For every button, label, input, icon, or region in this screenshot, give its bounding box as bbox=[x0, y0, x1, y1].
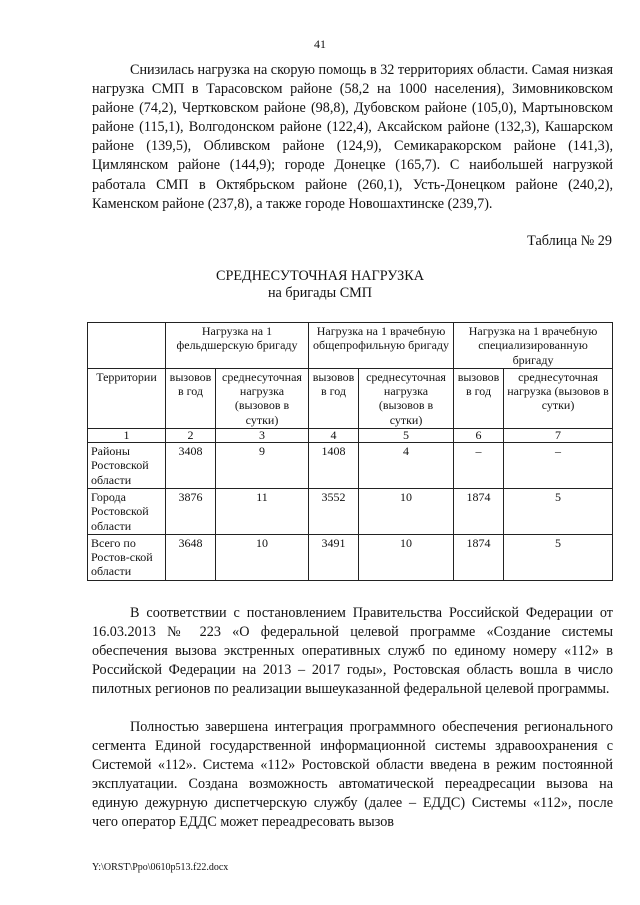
value-cell: 10 bbox=[216, 534, 309, 580]
table-row bbox=[88, 443, 613, 489]
value-cell: 9 bbox=[216, 443, 309, 489]
value-cell: 5 bbox=[504, 488, 613, 534]
value-cell: 10 bbox=[359, 534, 454, 580]
territory-cell: Районы Ростовской области bbox=[88, 443, 166, 489]
table-title-line2: на бригады СМП bbox=[267, 285, 373, 301]
column-number: 2 bbox=[166, 429, 216, 443]
column-number: 4 bbox=[309, 429, 359, 443]
table-group-header-row bbox=[88, 323, 613, 369]
value-cell: 3648 bbox=[166, 534, 216, 580]
territory-cell: Города Ростовской области bbox=[88, 488, 166, 534]
value-cell: 1874 bbox=[454, 534, 504, 580]
group-header-specialized: Нагрузка на 1 врачебную специализированную бригаду bbox=[454, 323, 613, 369]
sub-header: вызовов в год bbox=[166, 368, 216, 428]
table-sub-header-row bbox=[88, 368, 613, 428]
value-cell: 11 bbox=[216, 488, 309, 534]
column-number: 3 bbox=[216, 429, 309, 443]
footer-file-path: Y:\ORST\Ppo\0610p513.f22.docx bbox=[92, 862, 229, 873]
table-caption: Таблица № 29 bbox=[527, 233, 612, 249]
value-cell: 1408 bbox=[309, 443, 359, 489]
table-row bbox=[88, 488, 613, 534]
value-cell: 3491 bbox=[309, 534, 359, 580]
value-cell: – bbox=[454, 443, 504, 489]
column-number: 7 bbox=[504, 429, 613, 443]
sub-header: среднесуточная нагрузка (вызовов в сутки) bbox=[504, 368, 613, 428]
paragraph-federal-program: В соответствии с постановлением Правительства Российской Федерации от 16.03.2013 № 223 «О федеральной целевой программе «Создание системы обеспечения вызова экстренных оперативных служб по единому номеру «112» в Российской Федерации на 2013 – 2017 годы», Ростовская область вошла в число пилотных регионов по реализации вышеуказанной федеральной целевой программы. bbox=[92, 605, 613, 698]
group-header-feldsher: Нагрузка на 1 фельдшерскую бригаду bbox=[166, 323, 309, 369]
value-cell: 3552 bbox=[309, 488, 359, 534]
group-header-general: Нагрузка на 1 врачебную общепрофильную бригаду bbox=[309, 323, 454, 369]
sub-header: среднесуточная нагрузка (вызовов в сутки) bbox=[216, 368, 309, 428]
table-row bbox=[88, 534, 613, 580]
table-title-line1: СРЕДНЕСУТОЧНАЯ НАГРУЗКА bbox=[216, 268, 424, 284]
column-number: 6 bbox=[454, 429, 504, 443]
paragraph-system-112: Полностью завершена интеграция программного обеспечения регионального сегмента Единой государственной информационной системы здравоохранения с Системой «112». Система «112» Ростовской области введена в режим постоянной эксплуатации. Создана возможность автоматической переадресации вызова на единую дежурную диспетчерскую службу (далее – ЕДДС) Системы «112», после чего оператор ЕДДС может переадресовать вызов bbox=[92, 719, 613, 831]
value-cell: 4 bbox=[359, 443, 454, 489]
load-table bbox=[87, 322, 613, 581]
value-cell: 3876 bbox=[166, 488, 216, 534]
value-cell: 3408 bbox=[166, 443, 216, 489]
sub-header: вызовов в год bbox=[454, 368, 504, 428]
value-cell: 10 bbox=[359, 488, 454, 534]
value-cell: – bbox=[504, 443, 613, 489]
column-number-row bbox=[88, 429, 613, 443]
page-number: 41 bbox=[314, 37, 326, 51]
territory-cell: Всего по Ростов-ской области bbox=[88, 534, 166, 580]
sub-header: среднесуточная нагрузка (вызовов в сутки) bbox=[359, 368, 454, 428]
territory-header: Территории bbox=[88, 368, 166, 428]
value-cell: 5 bbox=[504, 534, 613, 580]
column-number: 1 bbox=[88, 429, 166, 443]
column-number: 5 bbox=[359, 429, 454, 443]
value-cell: 1874 bbox=[454, 488, 504, 534]
paragraph-load-decrease: Снизилась нагрузка на скорую помощь в 32 территориях области. Самая низкая нагрузка СМП в Тарасовском районе (58,2 на 1000 населения), Зимовниковском районе (74,2), Чертковском районе (98,8), Дубовском районе (105,0), Мартыновском районе (115,1), Волгодонском районе (122,4), Аксайском районе (132,3), Кашарском районе (139,5), Обливском районе (124,9), Семикаракорском районе (141,3), Цимлянском районе (144,9); городе Донецке (165,7). С наибольшей нагрузкой работала СМП в Октябрьском районе (260,1), Усть-Донецком районе (240,2), Каменском районе (237,8), а также городе Новошахтинске (239,7). bbox=[92, 62, 613, 212]
table-empty-corner bbox=[88, 323, 166, 369]
sub-header: вызовов в год bbox=[309, 368, 359, 428]
table-title bbox=[0, 268, 640, 302]
